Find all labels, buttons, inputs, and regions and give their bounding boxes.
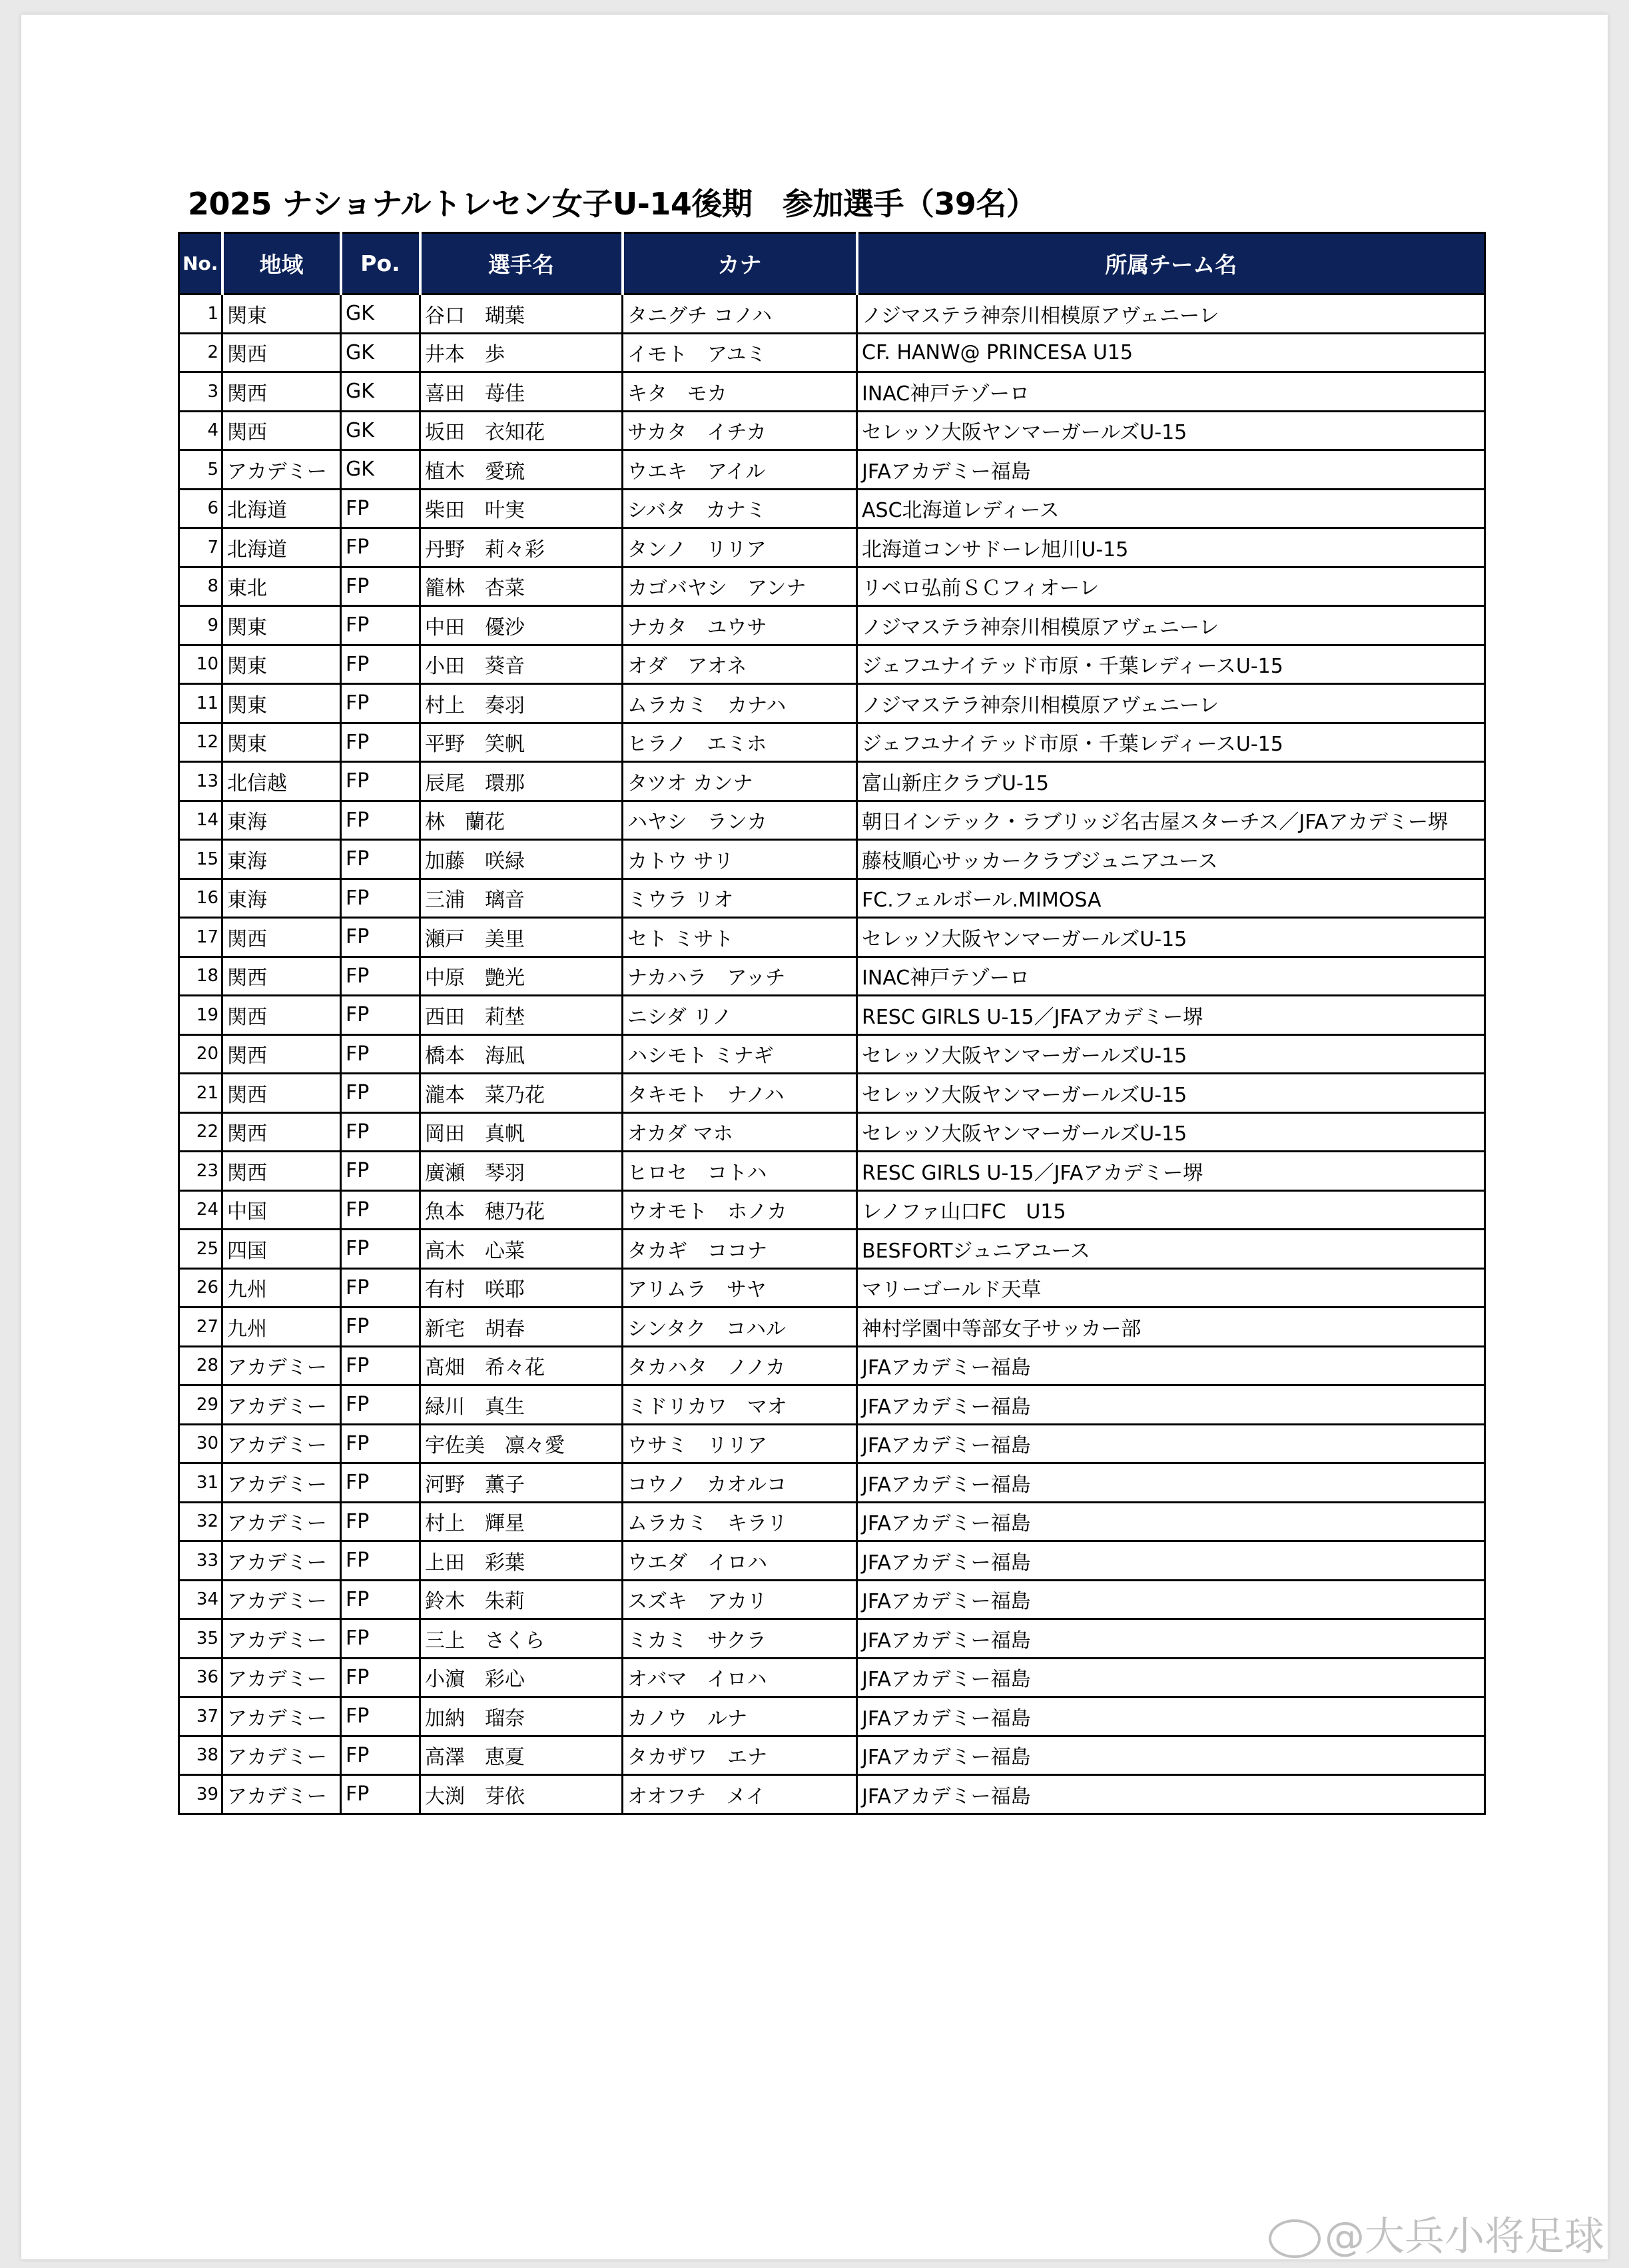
cell-team: セレッソ大阪ヤンマーガールズU-15 xyxy=(857,1112,1485,1152)
cell-player-name: 村上 奏羽 xyxy=(420,684,623,723)
cell-position: FP xyxy=(341,1268,420,1308)
cell-kana: ナカタ ユウサ xyxy=(623,606,857,645)
cell-team: ノジマステラ神奈川相模原アヴェニーレ xyxy=(857,606,1485,645)
cell-kana: ムラカミ キラリ xyxy=(623,1502,857,1541)
table-header-row xyxy=(179,233,1485,294)
cell-player-name: 中田 優沙 xyxy=(420,606,623,645)
table-row xyxy=(179,1736,1485,1775)
cell-region: アカデミー xyxy=(222,1697,341,1736)
cell-region: アカデミー xyxy=(222,1424,341,1463)
cell-kana: コウノ カオルコ xyxy=(623,1463,857,1503)
cell-position: FP xyxy=(341,840,420,879)
cell-no: 17 xyxy=(179,918,222,957)
cell-region: 九州 xyxy=(222,1308,341,1347)
cell-region: 関東 xyxy=(222,294,341,334)
cell-kana: ニシダ リノ xyxy=(623,996,857,1035)
cell-player-name: 高澤 恵夏 xyxy=(420,1736,623,1775)
header-region: 地域 xyxy=(222,233,341,294)
cell-position: FP xyxy=(341,1658,420,1697)
cell-team: JFAアカデミー福島 xyxy=(857,1541,1485,1581)
cell-player-name: 柴田 叶実 xyxy=(420,489,623,528)
cell-region: 関東 xyxy=(222,645,341,684)
cell-kana: ナカハラ アッチ xyxy=(623,956,857,996)
cell-kana: スズキ アカリ xyxy=(623,1580,857,1619)
cell-position: GK xyxy=(341,372,420,412)
cell-team: INAC神戸テゾーロ xyxy=(857,956,1485,996)
cell-region: 北信越 xyxy=(222,762,341,801)
table-row xyxy=(179,684,1485,723)
cell-kana: ミカミ サクラ xyxy=(623,1619,857,1659)
header-position: Po. xyxy=(341,233,420,294)
cell-team: INAC神戸テゾーロ xyxy=(857,372,1485,412)
cell-no: 25 xyxy=(179,1230,222,1269)
cell-position: FP xyxy=(341,567,420,606)
cell-region: アカデミー xyxy=(222,1775,341,1814)
cell-team: JFAアカデミー福島 xyxy=(857,1658,1485,1697)
table-row xyxy=(179,1308,1485,1347)
cell-player-name: 高木 心菜 xyxy=(420,1230,623,1269)
cell-kana: ヒラノ エミホ xyxy=(623,723,857,762)
table-row xyxy=(179,1697,1485,1736)
cell-no: 13 xyxy=(179,762,222,801)
cell-team: JFAアカデミー福島 xyxy=(857,1775,1485,1814)
table-row xyxy=(179,567,1485,606)
table-row xyxy=(179,1619,1485,1659)
cell-player-name: 鈴木 朱莉 xyxy=(420,1580,623,1619)
cell-player-name: 谷口 瑚葉 xyxy=(420,294,623,334)
header-kana: カナ xyxy=(623,233,857,294)
cell-region: 東海 xyxy=(222,840,341,879)
cell-team: JFAアカデミー福島 xyxy=(857,1697,1485,1736)
watermark xyxy=(1269,2205,1604,2262)
cell-region: アカデミー xyxy=(222,450,341,490)
cell-region: 北海道 xyxy=(222,489,341,528)
cell-player-name: 小濵 彩心 xyxy=(420,1658,623,1697)
cell-team: RESC GIRLS U-15／JFAアカデミー堺 xyxy=(857,1152,1485,1191)
cell-player-name: 新宅 胡春 xyxy=(420,1308,623,1347)
cell-player-name: 瀧本 菜乃花 xyxy=(420,1074,623,1113)
table-row xyxy=(179,1190,1485,1230)
cell-region: 東海 xyxy=(222,801,341,840)
cell-team: 富山新庄クラブU-15 xyxy=(857,762,1485,801)
cell-position: FP xyxy=(341,1230,420,1269)
table-row xyxy=(179,333,1485,372)
header-no: No. xyxy=(179,233,222,294)
cell-player-name: 緑川 真生 xyxy=(420,1385,623,1425)
cell-no: 8 xyxy=(179,567,222,606)
table-row xyxy=(179,1502,1485,1541)
page-title: 2025 ナショナルトレセン女子U-14後期 参加選手（39名） xyxy=(188,186,1037,222)
cell-no: 38 xyxy=(179,1736,222,1775)
cell-player-name: 中原 艶光 xyxy=(420,956,623,996)
table-row xyxy=(179,1463,1485,1503)
cell-region: 関西 xyxy=(222,1152,341,1191)
cell-team: FC.フェルボール.MIMOSA xyxy=(857,879,1485,918)
cell-no: 15 xyxy=(179,840,222,879)
cell-player-name: 小田 葵音 xyxy=(420,645,623,684)
cell-no: 14 xyxy=(179,801,222,840)
table-row xyxy=(179,1346,1485,1385)
cell-position: FP xyxy=(341,1697,420,1736)
cell-team: BESFORTジュニアユース xyxy=(857,1230,1485,1269)
cell-kana: カゴバヤシ アンナ xyxy=(623,567,857,606)
cell-kana: ミウラ リオ xyxy=(623,879,857,918)
cell-no: 20 xyxy=(179,1034,222,1074)
cell-position: GK xyxy=(341,450,420,490)
cell-position: FP xyxy=(341,956,420,996)
cell-kana: ヒロセ コトハ xyxy=(623,1152,857,1191)
cell-no: 1 xyxy=(179,294,222,334)
cell-player-name: 平野 笑帆 xyxy=(420,723,623,762)
table-row xyxy=(179,1541,1485,1581)
cell-region: 関西 xyxy=(222,956,341,996)
cell-team: CF. HANW@ PRINCESA U15 xyxy=(857,333,1485,372)
cell-no: 32 xyxy=(179,1502,222,1541)
cell-team: リベロ弘前ＳＣフィオーレ xyxy=(857,567,1485,606)
cell-player-name: 瀬戸 美里 xyxy=(420,918,623,957)
cell-team: JFAアカデミー福島 xyxy=(857,450,1485,490)
cell-team: RESC GIRLS U-15／JFAアカデミー堺 xyxy=(857,996,1485,1035)
cell-region: 東北 xyxy=(222,567,341,606)
cell-region: アカデミー xyxy=(222,1619,341,1659)
cell-region: 四国 xyxy=(222,1230,341,1269)
table-row xyxy=(179,1152,1485,1191)
cell-position: FP xyxy=(341,528,420,567)
table-row xyxy=(179,645,1485,684)
cell-no: 28 xyxy=(179,1346,222,1385)
cell-no: 16 xyxy=(179,879,222,918)
cell-no: 35 xyxy=(179,1619,222,1659)
cell-region: 九州 xyxy=(222,1268,341,1308)
cell-kana: タカハタ ノノカ xyxy=(623,1346,857,1385)
cell-position: GK xyxy=(341,411,420,450)
cell-player-name: 西田 莉埜 xyxy=(420,996,623,1035)
table-row xyxy=(179,1385,1485,1425)
cell-region: アカデミー xyxy=(222,1502,341,1541)
cell-kana: ウエキ アイル xyxy=(623,450,857,490)
cell-position: GK xyxy=(341,333,420,372)
cell-kana: カノウ ルナ xyxy=(623,1697,857,1736)
table-row xyxy=(179,762,1485,801)
cell-player-name: 大渕 芽依 xyxy=(420,1775,623,1814)
cell-player-name: 丹野 莉々彩 xyxy=(420,528,623,567)
cell-region: アカデミー xyxy=(222,1580,341,1619)
cell-region: 関西 xyxy=(222,918,341,957)
cell-region: 北海道 xyxy=(222,528,341,567)
cell-team: セレッソ大阪ヤンマーガールズU-15 xyxy=(857,918,1485,957)
cell-region: アカデミー xyxy=(222,1658,341,1697)
cell-position: FP xyxy=(341,1346,420,1385)
cell-region: 関西 xyxy=(222,333,341,372)
cell-no: 34 xyxy=(179,1580,222,1619)
table-row xyxy=(179,489,1485,528)
cell-player-name: 井本 歩 xyxy=(420,333,623,372)
cell-kana: カトウ サリ xyxy=(623,840,857,879)
cell-team: JFAアカデミー福島 xyxy=(857,1502,1485,1541)
watermark-text: @大兵小将足球 xyxy=(1325,2213,1604,2260)
cell-kana: オカダ マホ xyxy=(623,1112,857,1152)
cell-region: 関西 xyxy=(222,372,341,412)
cell-position: FP xyxy=(341,1619,420,1659)
table-row xyxy=(179,411,1485,450)
cell-region: 関西 xyxy=(222,1034,341,1074)
cell-player-name: 上田 彩葉 xyxy=(420,1541,623,1581)
cell-no: 11 xyxy=(179,684,222,723)
cell-team: 神村学園中等部女子サッカー部 xyxy=(857,1308,1485,1347)
cell-team: ノジマステラ神奈川相模原アヴェニーレ xyxy=(857,294,1485,334)
cell-region: 関東 xyxy=(222,606,341,645)
cell-kana: タカギ ココナ xyxy=(623,1230,857,1269)
cell-position: FP xyxy=(341,723,420,762)
cell-position: FP xyxy=(341,1034,420,1074)
table-row xyxy=(179,996,1485,1035)
cell-no: 23 xyxy=(179,1152,222,1191)
cell-no: 7 xyxy=(179,528,222,567)
table-row xyxy=(179,879,1485,918)
cell-region: 関西 xyxy=(222,1112,341,1152)
cell-player-name: 宇佐美 凛々愛 xyxy=(420,1424,623,1463)
cell-player-name: 林 蘭花 xyxy=(420,801,623,840)
cell-no: 5 xyxy=(179,450,222,490)
cell-no: 27 xyxy=(179,1308,222,1347)
cell-region: アカデミー xyxy=(222,1463,341,1503)
cell-region: アカデミー xyxy=(222,1385,341,1425)
cell-region: 関西 xyxy=(222,996,341,1035)
table-row xyxy=(179,372,1485,412)
table-row xyxy=(179,1775,1485,1814)
cell-no: 22 xyxy=(179,1112,222,1152)
cell-player-name: 廣瀬 琴羽 xyxy=(420,1152,623,1191)
cell-kana: タキモト ナノハ xyxy=(623,1074,857,1113)
cell-position: GK xyxy=(341,294,420,334)
cell-kana: シバタ カナミ xyxy=(623,489,857,528)
cell-position: FP xyxy=(341,1074,420,1113)
cell-kana: シンタク コハル xyxy=(623,1308,857,1347)
cell-kana: オオフチ メイ xyxy=(623,1775,857,1814)
cell-position: FP xyxy=(341,1580,420,1619)
cell-no: 10 xyxy=(179,645,222,684)
cell-team: 朝日インテック・ラブリッジ名古屋スターチス／JFAアカデミー堺 xyxy=(857,801,1485,840)
cell-team: ノジマステラ神奈川相模原アヴェニーレ xyxy=(857,684,1485,723)
cell-position: FP xyxy=(341,489,420,528)
table-row xyxy=(179,1658,1485,1697)
cell-kana: ミドリカワ マオ xyxy=(623,1385,857,1425)
cell-no: 18 xyxy=(179,956,222,996)
table-row xyxy=(179,918,1485,957)
cell-region: アカデミー xyxy=(222,1541,341,1581)
cell-position: FP xyxy=(341,918,420,957)
cell-no: 26 xyxy=(179,1268,222,1308)
cell-team: JFAアカデミー福島 xyxy=(857,1424,1485,1463)
cell-no: 39 xyxy=(179,1775,222,1814)
cell-player-name: 三上 さくら xyxy=(420,1619,623,1659)
cell-position: FP xyxy=(341,1736,420,1775)
cell-player-name: 岡田 真帆 xyxy=(420,1112,623,1152)
cell-team: ASC北海道レディース xyxy=(857,489,1485,528)
cell-player-name: 喜田 苺佳 xyxy=(420,372,623,412)
cell-position: FP xyxy=(341,645,420,684)
cell-region: 関西 xyxy=(222,411,341,450)
cell-kana: オダ アオネ xyxy=(623,645,857,684)
cell-team: マリーゴールド天草 xyxy=(857,1268,1485,1308)
cell-kana: セト ミサト xyxy=(623,918,857,957)
cell-player-name: 村上 輝星 xyxy=(420,1502,623,1541)
cell-kana: ハヤシ ランカ xyxy=(623,801,857,840)
cell-region: アカデミー xyxy=(222,1736,341,1775)
cell-kana: タカザワ エナ xyxy=(623,1736,857,1775)
table-row xyxy=(179,450,1485,490)
cell-no: 30 xyxy=(179,1424,222,1463)
cell-team: セレッソ大阪ヤンマーガールズU-15 xyxy=(857,1074,1485,1113)
table-row xyxy=(179,1580,1485,1619)
cell-player-name: 河野 薫子 xyxy=(420,1463,623,1503)
table-row xyxy=(179,1230,1485,1269)
cell-region: 中国 xyxy=(222,1190,341,1230)
cell-team: 藤枝順心サッカークラブジュニアユース xyxy=(857,840,1485,879)
cell-position: FP xyxy=(341,996,420,1035)
table-row xyxy=(179,840,1485,879)
header-player-name: 選手名 xyxy=(420,233,623,294)
cell-position: FP xyxy=(341,1308,420,1347)
cell-team: JFAアカデミー福島 xyxy=(857,1385,1485,1425)
cell-no: 3 xyxy=(179,372,222,412)
cell-position: FP xyxy=(341,684,420,723)
cell-position: FP xyxy=(341,762,420,801)
cell-player-name: 加納 瑠奈 xyxy=(420,1697,623,1736)
table-row xyxy=(179,1268,1485,1308)
cell-no: 19 xyxy=(179,996,222,1035)
cell-position: FP xyxy=(341,1424,420,1463)
table-row xyxy=(179,801,1485,840)
cell-kana: タンノ リリア xyxy=(623,528,857,567)
cell-no: 2 xyxy=(179,333,222,372)
cell-kana: ハシモト ミナギ xyxy=(623,1034,857,1074)
cell-kana: タニグチ コノハ xyxy=(623,294,857,334)
cell-no: 37 xyxy=(179,1697,222,1736)
cell-kana: サカタ イチカ xyxy=(623,411,857,450)
cell-team: レノファ山口FC U15 xyxy=(857,1190,1485,1230)
cell-kana: アリムラ サヤ xyxy=(623,1268,857,1308)
cell-no: 24 xyxy=(179,1190,222,1230)
cell-team: ジェフユナイテッド市原・千葉レディースU-15 xyxy=(857,645,1485,684)
table-row xyxy=(179,294,1485,334)
cell-player-name: 有村 咲耶 xyxy=(420,1268,623,1308)
cell-position: FP xyxy=(341,801,420,840)
cell-kana: キタ モカ xyxy=(623,372,857,412)
cell-player-name: 髙畑 希々花 xyxy=(420,1346,623,1385)
weibo-icon xyxy=(1269,2219,1321,2258)
table-row xyxy=(179,606,1485,645)
cell-no: 33 xyxy=(179,1541,222,1581)
cell-kana: イモト アユミ xyxy=(623,333,857,372)
table-row xyxy=(179,956,1485,996)
cell-team: JFAアカデミー福島 xyxy=(857,1580,1485,1619)
cell-position: FP xyxy=(341,1502,420,1541)
cell-team: セレッソ大阪ヤンマーガールズU-15 xyxy=(857,1034,1485,1074)
table-row xyxy=(179,528,1485,567)
cell-kana: ムラカミ カナハ xyxy=(623,684,857,723)
table-row xyxy=(179,1112,1485,1152)
cell-no: 31 xyxy=(179,1463,222,1503)
cell-kana: タツオ カンナ xyxy=(623,762,857,801)
cell-team: JFAアカデミー福島 xyxy=(857,1736,1485,1775)
cell-region: 東海 xyxy=(222,879,341,918)
cell-no: 4 xyxy=(179,411,222,450)
cell-region: アカデミー xyxy=(222,1346,341,1385)
cell-team: セレッソ大阪ヤンマーガールズU-15 xyxy=(857,411,1485,450)
cell-region: 関東 xyxy=(222,723,341,762)
cell-kana: ウエダ イロハ xyxy=(623,1541,857,1581)
cell-player-name: 加藤 咲緑 xyxy=(420,840,623,879)
cell-player-name: 三浦 璃音 xyxy=(420,879,623,918)
table-row xyxy=(179,723,1485,762)
cell-no: 12 xyxy=(179,723,222,762)
cell-no: 29 xyxy=(179,1385,222,1425)
cell-team: ジェフユナイテッド市原・千葉レディースU-15 xyxy=(857,723,1485,762)
cell-position: FP xyxy=(341,606,420,645)
cell-no: 21 xyxy=(179,1074,222,1113)
cell-kana: ウサミ リリア xyxy=(623,1424,857,1463)
cell-player-name: 植木 愛琉 xyxy=(420,450,623,490)
cell-position: FP xyxy=(341,1541,420,1581)
table-row xyxy=(179,1034,1485,1074)
cell-position: FP xyxy=(341,1463,420,1503)
cell-team: JFAアカデミー福島 xyxy=(857,1463,1485,1503)
header-team: 所属チーム名 xyxy=(857,233,1485,294)
cell-team: 北海道コンサドーレ旭川U-15 xyxy=(857,528,1485,567)
cell-team: JFAアカデミー福島 xyxy=(857,1619,1485,1659)
cell-player-name: 橋本 海凪 xyxy=(420,1034,623,1074)
cell-region: 関西 xyxy=(222,1074,341,1113)
cell-position: FP xyxy=(341,1152,420,1191)
document-page xyxy=(21,15,1608,2259)
cell-position: FP xyxy=(341,1112,420,1152)
table-row xyxy=(179,1424,1485,1463)
cell-region: 関東 xyxy=(222,684,341,723)
cell-no: 9 xyxy=(179,606,222,645)
cell-no: 36 xyxy=(179,1658,222,1697)
cell-team: JFAアカデミー福島 xyxy=(857,1346,1485,1385)
cell-player-name: 籠林 杏菜 xyxy=(420,567,623,606)
cell-kana: ウオモト ホノカ xyxy=(623,1190,857,1230)
cell-position: FP xyxy=(341,1190,420,1230)
cell-player-name: 坂田 衣知花 xyxy=(420,411,623,450)
cell-player-name: 魚本 穂乃花 xyxy=(420,1190,623,1230)
cell-player-name: 辰尾 環那 xyxy=(420,762,623,801)
cell-position: FP xyxy=(341,1775,420,1814)
cell-no: 6 xyxy=(179,489,222,528)
cell-position: FP xyxy=(341,1385,420,1425)
cell-kana: オバマ イロハ xyxy=(623,1658,857,1697)
cell-position: FP xyxy=(341,879,420,918)
participants-table xyxy=(178,232,1486,1815)
table-row xyxy=(179,1074,1485,1113)
